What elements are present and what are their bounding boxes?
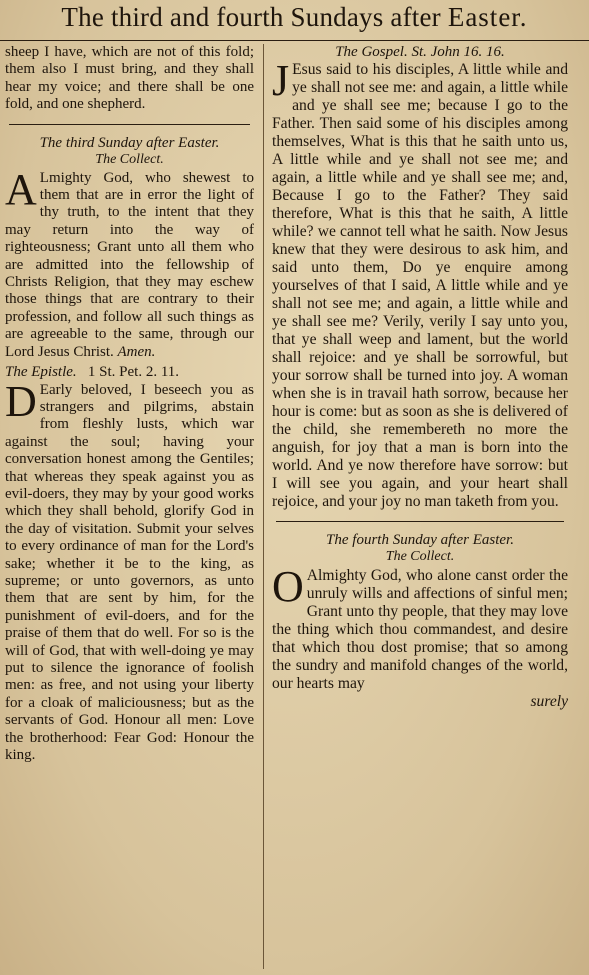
section-divider (9, 124, 250, 125)
right-column (272, 44, 568, 711)
collect-text: Lmighty God, who shewest to them that are in error the light of thy truth, to the intent that they may return into the way of righteousness; Grant unto all them who are admitted into the fellowship of Christs Religion, that they may eschew those things that are contrary to their profession, and follow all such things as are agreeable to the same, through our Lord Jesus Christ. (5, 169, 254, 360)
epistle-label: The Epistle. (5, 364, 77, 381)
gospel (272, 56, 568, 511)
third-collect (5, 164, 254, 361)
gospel-text: Esus said to his disciples, A little while and ye shall not see me: and again, a little while and ye shall see me; because I go to the Father. Then said some of his disciples among themselves, What is this that he saith unto us, A little while and ye shall not see me; and again, a little while and ye shall see me; and, Because I go to the Father? They said therefore, What is this that he saith, A little while? we cannot tell what he saith. Now Jesus knew that they were desirous to ask him, and said unto them, Do ye enquire among yourselves of that I said, A little while and ye shall not see me; and again, a little while and ye shall see me? Verily, verily I say unto you, that ye shall weep and lament, but the world shall rejoice: and ye shall be sorrowful, but your sorrow shall be turned into joy. A woman when she is in travail hath sorrow, because her hour is come: but as soon as she is delivered of the child, she remembereth no more the anguish, for joy that a man is born into the world. And ye now therefore have sorrow: but I will see you again, and your heart shall rejoice, and your joy no man taketh from you. (272, 61, 568, 510)
collect-label: The Collect. (95, 151, 164, 167)
catchword: surely (530, 693, 568, 710)
section-divider (276, 521, 564, 522)
fourth-sunday-title: The fourth Sunday after Easter. (326, 532, 514, 548)
gospel-label: The Gospel. St. John 16. 16. (335, 44, 505, 60)
column-rule (263, 44, 264, 969)
collect-text: Almighty God, who alone canst order the unruly wills and affections of sinful men; Grant unto thy people, that they may love the thing which thou commandest, and desire that which thou dost promise; that so among the sundry and manifold changes of the world, our hearts may (272, 567, 568, 692)
page-header (0, 0, 589, 41)
epistle-text: Early beloved, I beseech you as strangers and pilgrims, abstain from fleshly lusts, which war against the soul; having your conversation honest among the Gentiles; that whereas they speak against you as evil-doers, they may by your good works which they shall behold, glorify God in the day of visitation. Submit your selves to every ordinance of man for the Lord's sake; whether it be to the king, as supreme; or unto governors, as unto them that are sent by him, for the punishment of evil-doers, and for the praise of them that do well. For so is the will of God, that with well-doing ye may put to silence the ignorance of foolish men: as free, and not using your liberty for a cloak of maliciousness; but as the servants of God. Honour all men: Love the brotherhood: Fear God: Honour the king. (5, 381, 254, 764)
epistle-heading (5, 364, 254, 381)
header-title: The third and fourth Sundays after (61, 2, 448, 32)
epistle-ref: 1 St. Pet. 2. 11. (87, 364, 180, 381)
third-sunday-title: The third Sunday after Easter. (39, 134, 220, 151)
drop-cap: D (5, 376, 37, 426)
fourth-collect (272, 562, 568, 693)
collect-label: The Collect. (385, 549, 455, 564)
left-column (5, 44, 254, 764)
drop-cap: O (272, 562, 304, 611)
drop-cap: A (5, 164, 37, 214)
amen: Amen. (117, 343, 156, 360)
epistle (5, 376, 254, 765)
header-title-caps: Easter. (447, 2, 528, 32)
continuation-text: sheep I have, which are not of this fold; them also I must bring, and they shall hear my voice; and there shall be one fold, and one shepherd. (5, 44, 254, 113)
drop-cap: J (272, 56, 290, 105)
